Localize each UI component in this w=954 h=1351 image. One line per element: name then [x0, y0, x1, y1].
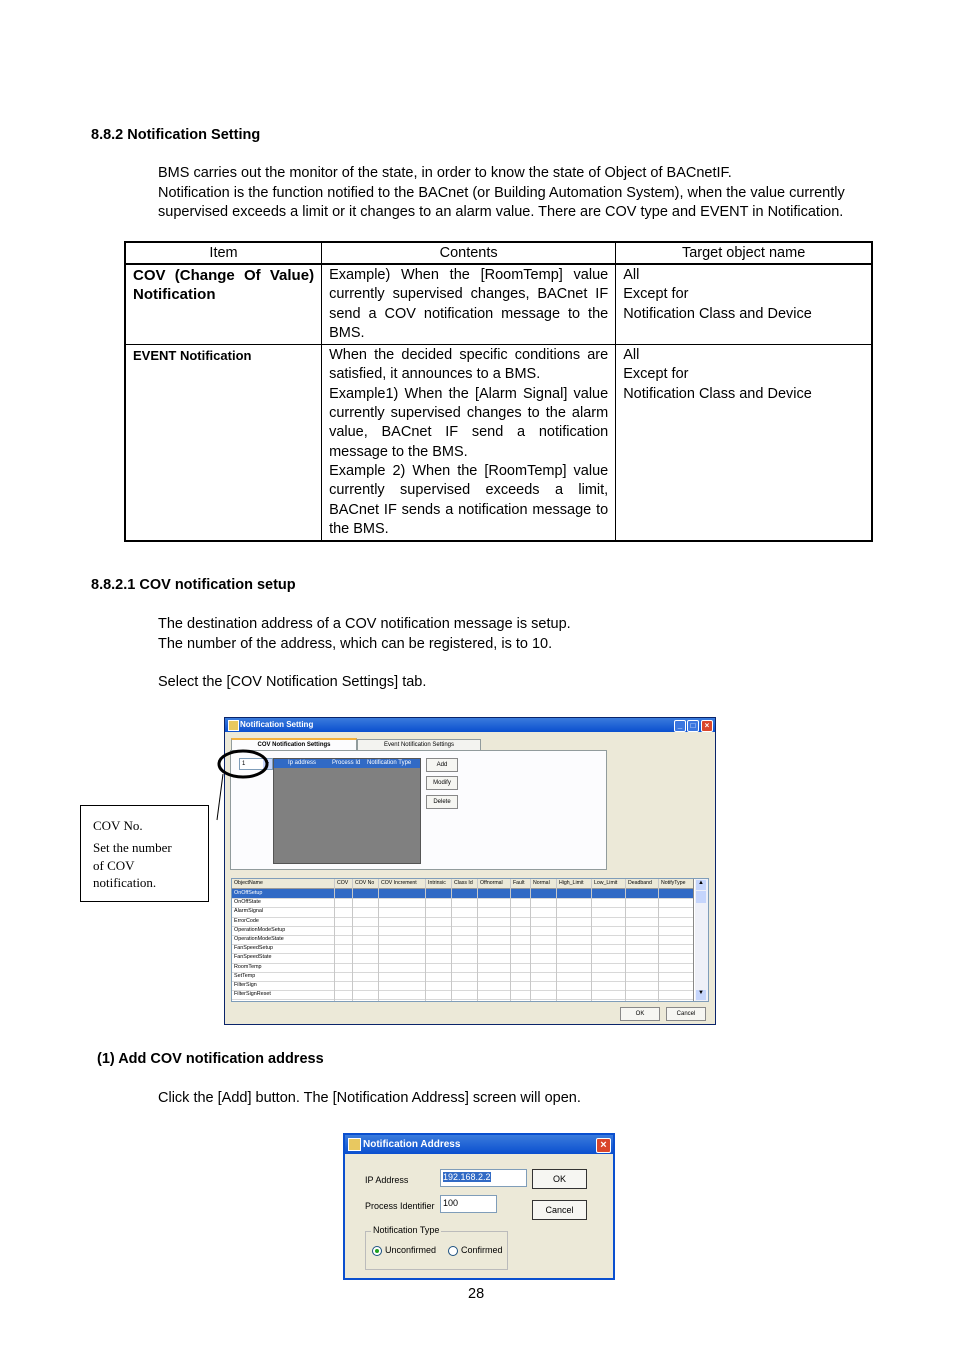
address-list-header: Ip address Process Id Notification Type: [274, 759, 420, 768]
maximize-icon[interactable]: □: [687, 720, 699, 732]
table-row[interactable]: SetTemp: [232, 972, 694, 982]
process-identifier-label: Process Identifier: [365, 1201, 435, 1211]
notification-type-label: Notification Type: [373, 1225, 440, 1235]
delete-button[interactable]: Delete: [426, 795, 458, 809]
highlight-ellipse: [219, 751, 267, 777]
table-row[interactable]: AlarmSignal: [232, 907, 694, 917]
table-row[interactable]: ErrorCode: [232, 917, 694, 927]
cov-no-callout: [80, 805, 209, 902]
chevron-down-icon[interactable]: ▼: [263, 759, 272, 769]
scroll-up-icon[interactable]: ▲: [696, 880, 706, 890]
notification-type-group: [365, 1225, 508, 1270]
section-title: 8.8.2 Notification Setting: [91, 127, 261, 143]
callout-title: COV No.: [93, 818, 143, 833]
grid-scrollbar[interactable]: [695, 879, 708, 1001]
ip-address-label: IP Address: [365, 1175, 409, 1185]
subsection-title: 8.8.2.1 COV notification setup: [91, 577, 296, 593]
scroll-down-icon[interactable]: ▼: [696, 990, 706, 1000]
step1-title: (1) Add COV notification address: [97, 1051, 324, 1067]
table-cell-item: COV (Change Of Value) Notification: [125, 264, 322, 345]
minimize-icon[interactable]: _: [674, 720, 686, 732]
table-row: [125, 264, 872, 345]
table-cell-contents: Example) When the [RoomTemp] value currently supervised changes, BACnet IF send a COV notification message to the BMS.: [322, 264, 616, 345]
confirmed-label: Confirmed: [461, 1245, 503, 1255]
window-titlebar: [345, 1135, 613, 1154]
table-cell-item: EVENT Notification: [125, 345, 322, 541]
close-icon[interactable]: ×: [701, 720, 713, 732]
add-button[interactable]: Add: [426, 758, 458, 772]
table-row[interactable]: FilterSignReset: [232, 990, 694, 1000]
intro-line: BMS carries out the monitor of the state, in order to know the state of Object of BACnetIF.: [158, 165, 732, 181]
table-row[interactable]: OperationModeState: [232, 935, 694, 945]
step1-text: Click the [Add] button. The [Notification Address] screen will open.: [158, 1090, 581, 1106]
table-header: Contents: [322, 242, 616, 264]
address-list[interactable]: [273, 758, 421, 864]
table-row: [125, 345, 872, 541]
window-title: Notification Address: [363, 1139, 461, 1150]
table-header: Target object name: [616, 242, 872, 264]
table-header: Item: [125, 242, 322, 264]
app-icon: [348, 1138, 361, 1151]
notification-setting-window: [224, 717, 716, 1025]
annotation-overlay: [200, 740, 290, 830]
window-titlebar: [225, 718, 715, 732]
table-cell-contents: When the decided specific conditions are satisfied, it announces to a BMS. Example1) When the [Alarm Signal] value currently supervised changes to the alarm value, BACnet IF send a notification message to the BMS. Example 2) When the [RoomTemp] value currently supervised exceeds a limit, BACnet IF sends a notification message to the BMS.: [322, 345, 616, 541]
page-number: 28: [468, 1286, 485, 1302]
table-row[interactable]: OnOffSetup: [232, 889, 694, 899]
unconfirmed-label: Unconfirmed: [385, 1245, 437, 1255]
process-identifier-input[interactable]: 100: [440, 1195, 497, 1213]
sub-paragraph: The destination address of a COV notification message is setup. The number of the address, which can be registered, is to 10.: [158, 616, 571, 652]
table-row[interactable]: OperationModeSetup: [232, 926, 694, 936]
window-title: Notification Setting: [240, 720, 314, 729]
notification-table: [124, 241, 873, 542]
table-cell-target: All Except for Notification Class and Device: [616, 345, 872, 541]
ok-button[interactable]: OK: [620, 1007, 660, 1021]
unconfirmed-radio[interactable]: [372, 1246, 382, 1256]
cov-no-select[interactable]: 1 ▼: [239, 758, 273, 770]
object-grid[interactable]: [231, 878, 709, 1002]
notification-address-window: [343, 1133, 615, 1280]
intro-line: Notification is the function notified to the BACnet (or Building Automation System), when the value currently: [158, 184, 845, 201]
cancel-button[interactable]: Cancel: [532, 1200, 587, 1220]
table-header-row: [125, 242, 872, 264]
intro-line: supervised exceeds a limit or it changes to an alarm value. There are COV type and EVENT in Notification.: [158, 204, 844, 220]
cancel-button[interactable]: Cancel: [666, 1007, 706, 1021]
callout-text: Set the number of COV notification.: [93, 840, 172, 890]
ok-button[interactable]: OK: [532, 1169, 587, 1189]
callout-line: [217, 774, 223, 820]
table-cell-target: All Except for Notification Class and Device: [616, 264, 872, 345]
table-row[interactable]: FanSpeedState: [232, 953, 694, 963]
scroll-thumb[interactable]: [696, 891, 706, 903]
table-row[interactable]: OnOffState: [232, 898, 694, 908]
grid-header: ObjectName COV COV No COV Increment Intrinsic Class Id Offnormal Fault Normal High_Limit Low_Limit Deadband NotifyType: [232, 879, 694, 889]
app-icon: [228, 720, 239, 731]
confirmed-radio[interactable]: [448, 1246, 458, 1256]
tab-event-notification-settings[interactable]: Event Notification Settings: [357, 739, 481, 751]
table-row[interactable]: RoomTemp: [232, 963, 694, 973]
modify-button[interactable]: Modify: [426, 776, 458, 790]
ip-address-input[interactable]: 192.168.2.2: [440, 1169, 527, 1187]
intro-paragraph: [158, 164, 845, 223]
table-row[interactable]: FanSpeedSetup: [232, 944, 694, 954]
close-icon[interactable]: ×: [596, 1138, 611, 1153]
select-instruction: Select the [COV Notification Settings] tab.: [158, 674, 427, 690]
table-row[interactable]: FilterSign: [232, 981, 694, 991]
tab-cov-notification-settings[interactable]: COV Notification Settings: [231, 738, 357, 752]
radio-selected-dot: [375, 1249, 379, 1253]
